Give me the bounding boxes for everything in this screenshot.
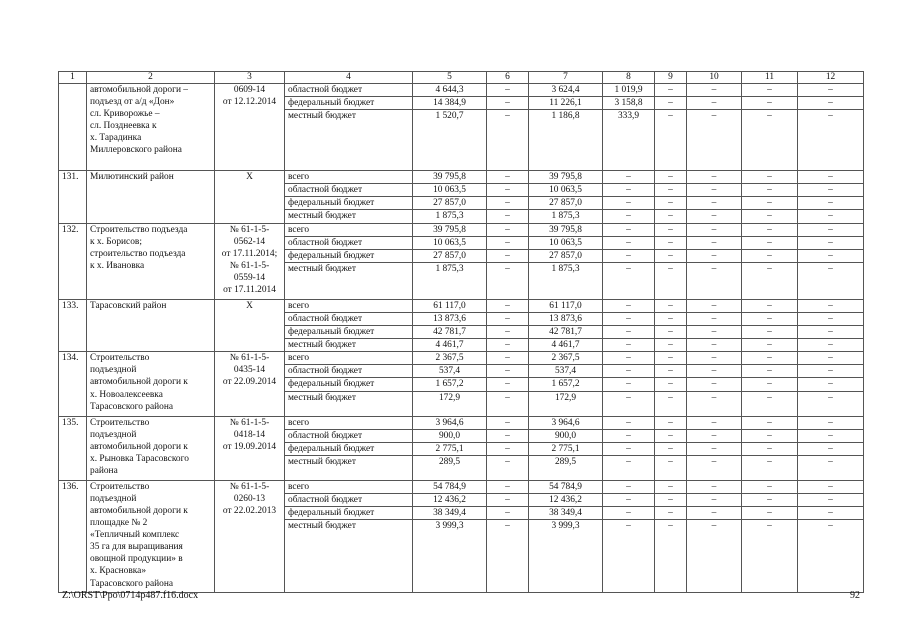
column-number: 8 [603, 72, 655, 84]
amount-cell: – [603, 480, 655, 493]
amount-cell: – [798, 455, 864, 480]
amount-cell: – [487, 197, 529, 210]
amount-cell: 54 784,9 [529, 480, 603, 493]
amount-cell: 27 857,0 [529, 249, 603, 262]
amount-cell: 4 644,3 [413, 84, 487, 97]
amount-cell: – [687, 326, 742, 339]
column-number: 5 [413, 72, 487, 84]
page-number: 92 [850, 590, 860, 601]
footer-file-path: Z:\ORST\Ppo\0714p487.f16.docx [62, 590, 199, 601]
amount-cell: – [487, 299, 529, 312]
amount-cell: 13 873,6 [413, 312, 487, 325]
amount-cell: – [655, 197, 687, 210]
amount-cell: – [603, 223, 655, 236]
amount-cell: 1 019,9 [603, 84, 655, 97]
amount-cell: – [687, 352, 742, 365]
amount-cell: – [687, 236, 742, 249]
amount-cell: – [603, 210, 655, 223]
amount-cell: – [603, 326, 655, 339]
amount-cell: 38 349,4 [529, 506, 603, 519]
amount-cell: – [798, 210, 864, 223]
row-number: 133. [59, 299, 87, 351]
funding-source: всего [285, 223, 413, 236]
row-number [59, 84, 87, 171]
amount-cell: – [655, 299, 687, 312]
amount-cell: – [603, 365, 655, 378]
amount-cell: – [603, 236, 655, 249]
amount-cell: – [687, 184, 742, 197]
object-name: Строительство подъездной автомобильной дороги к х. Новоалексеевка Тарасовского района [87, 352, 215, 416]
column-number: 4 [285, 72, 413, 84]
document-reference: № 61-1-5- 0260-13 от 22.02.2013 [215, 480, 285, 592]
row-number: 132. [59, 223, 87, 299]
document-reference: 0609-14 от 12.12.2014 [215, 84, 285, 171]
object-name: Строительство подъездной автомобильной дороги к площадке № 2 «Тепличный комплекс 35 га для выращивания овощной продукции» в х. Красновка» Тарасовского района [87, 480, 215, 592]
amount-cell: 39 795,8 [529, 223, 603, 236]
amount-cell: – [487, 480, 529, 493]
funding-source: областной бюджет [285, 429, 413, 442]
amount-cell: 2 367,5 [529, 352, 603, 365]
amount-cell: – [687, 455, 742, 480]
amount-cell: 10 063,5 [413, 236, 487, 249]
amount-cell: – [742, 365, 798, 378]
amount-cell: – [742, 520, 798, 593]
amount-cell: – [487, 365, 529, 378]
column-number: 1 [59, 72, 87, 84]
amount-cell: 10 063,5 [529, 184, 603, 197]
amount-cell: – [655, 262, 687, 299]
funding-source: местный бюджет [285, 520, 413, 593]
amount-cell: – [603, 520, 655, 593]
amount-cell: – [798, 352, 864, 365]
amount-cell: – [742, 110, 798, 171]
funding-source: всего [285, 352, 413, 365]
amount-cell: – [798, 480, 864, 493]
column-number: 7 [529, 72, 603, 84]
amount-cell: – [655, 236, 687, 249]
amount-cell: – [687, 312, 742, 325]
amount-cell: 172,9 [529, 391, 603, 416]
row-number: 135. [59, 416, 87, 480]
amount-cell: – [487, 236, 529, 249]
amount-cell: – [655, 391, 687, 416]
amount-cell: – [798, 184, 864, 197]
amount-cell: 38 349,4 [413, 506, 487, 519]
amount-cell: – [742, 171, 798, 184]
amount-cell: – [487, 442, 529, 455]
amount-cell: – [742, 84, 798, 97]
amount-cell: 1 657,2 [413, 378, 487, 391]
amount-cell: – [742, 416, 798, 429]
amount-cell: – [603, 249, 655, 262]
amount-cell: – [687, 84, 742, 97]
amount-cell: – [603, 339, 655, 352]
amount-cell: 10 063,5 [529, 236, 603, 249]
amount-cell: – [742, 97, 798, 110]
amount-cell: – [798, 84, 864, 97]
document-reference: № 61-1-5- 0435-14 от 22.09.2014 [215, 352, 285, 416]
table-row [59, 223, 864, 236]
amount-cell: – [742, 429, 798, 442]
amount-cell: – [655, 506, 687, 519]
table-row [59, 352, 864, 365]
amount-cell: – [687, 97, 742, 110]
funding-source: областной бюджет [285, 493, 413, 506]
amount-cell: – [655, 339, 687, 352]
table-row [59, 84, 864, 97]
amount-cell: – [655, 365, 687, 378]
document-reference: № 61-1-5- 0418-14 от 19.09.2014 [215, 416, 285, 480]
amount-cell: – [742, 312, 798, 325]
amount-cell: – [687, 299, 742, 312]
amount-cell: 1 875,3 [413, 262, 487, 299]
document-reference: Х [215, 171, 285, 223]
amount-cell: – [655, 416, 687, 429]
amount-cell: – [603, 506, 655, 519]
object-name: Тарасовский район [87, 299, 215, 351]
amount-cell: 3 964,6 [413, 416, 487, 429]
amount-cell: – [687, 223, 742, 236]
funding-source: областной бюджет [285, 365, 413, 378]
amount-cell: 172,9 [413, 391, 487, 416]
amount-cell: – [603, 197, 655, 210]
document-reference: Х [215, 299, 285, 351]
amount-cell: – [798, 197, 864, 210]
column-number: 2 [87, 72, 215, 84]
table-row [59, 480, 864, 493]
funding-source: местный бюджет [285, 391, 413, 416]
amount-cell: 42 781,7 [529, 326, 603, 339]
budget-table [58, 71, 864, 593]
amount-cell: 14 384,9 [413, 97, 487, 110]
amount-cell: 27 857,0 [529, 197, 603, 210]
amount-cell: 39 795,8 [529, 171, 603, 184]
amount-cell: – [487, 249, 529, 262]
amount-cell: 1 186,8 [529, 110, 603, 171]
amount-cell: 2 367,5 [413, 352, 487, 365]
amount-cell: 1 657,2 [529, 378, 603, 391]
column-number: 3 [215, 72, 285, 84]
amount-cell: 1 875,3 [529, 210, 603, 223]
amount-cell: – [655, 480, 687, 493]
amount-cell: – [687, 197, 742, 210]
amount-cell: – [655, 520, 687, 593]
amount-cell: 39 795,8 [413, 171, 487, 184]
amount-cell: – [655, 171, 687, 184]
funding-source: местный бюджет [285, 110, 413, 171]
funding-source: всего [285, 416, 413, 429]
amount-cell: – [487, 262, 529, 299]
amount-cell: – [687, 493, 742, 506]
amount-cell: – [798, 110, 864, 171]
amount-cell: – [655, 326, 687, 339]
funding-source: федеральный бюджет [285, 378, 413, 391]
amount-cell: – [742, 391, 798, 416]
funding-source: всего [285, 171, 413, 184]
amount-cell: – [798, 442, 864, 455]
funding-source: областной бюджет [285, 236, 413, 249]
amount-cell: – [798, 429, 864, 442]
amount-cell: – [798, 299, 864, 312]
amount-cell: 289,5 [529, 455, 603, 480]
amount-cell: – [487, 223, 529, 236]
amount-cell: 1 520,7 [413, 110, 487, 171]
amount-cell: – [487, 210, 529, 223]
amount-cell: – [687, 262, 742, 299]
amount-cell: – [655, 210, 687, 223]
column-number: 11 [742, 72, 798, 84]
amount-cell: – [687, 520, 742, 593]
amount-cell: 3 624,4 [529, 84, 603, 97]
amount-cell: – [687, 249, 742, 262]
amount-cell: – [655, 110, 687, 171]
amount-cell: – [487, 312, 529, 325]
amount-cell: – [487, 493, 529, 506]
amount-cell: – [798, 249, 864, 262]
amount-cell: – [742, 210, 798, 223]
amount-cell: – [487, 352, 529, 365]
amount-cell: 54 784,9 [413, 480, 487, 493]
amount-cell: – [603, 312, 655, 325]
amount-cell: – [742, 326, 798, 339]
amount-cell: – [655, 223, 687, 236]
amount-cell: – [742, 352, 798, 365]
amount-cell: – [655, 184, 687, 197]
funding-source: местный бюджет [285, 339, 413, 352]
amount-cell: 10 063,5 [413, 184, 487, 197]
amount-cell: – [603, 378, 655, 391]
amount-cell: – [603, 429, 655, 442]
amount-cell: – [603, 299, 655, 312]
amount-cell: – [742, 236, 798, 249]
amount-cell: 3 999,3 [529, 520, 603, 593]
amount-cell: 2 775,1 [529, 442, 603, 455]
funding-source: местный бюджет [285, 262, 413, 299]
amount-cell: – [655, 442, 687, 455]
amount-cell: – [487, 339, 529, 352]
amount-cell: – [487, 391, 529, 416]
amount-cell: 1 875,3 [529, 262, 603, 299]
amount-cell: 3 999,3 [413, 520, 487, 593]
funding-source: федеральный бюджет [285, 197, 413, 210]
amount-cell: – [742, 480, 798, 493]
amount-cell: – [742, 299, 798, 312]
amount-cell: – [742, 262, 798, 299]
amount-cell: 4 461,7 [529, 339, 603, 352]
amount-cell: 61 117,0 [529, 299, 603, 312]
funding-source: всего [285, 299, 413, 312]
funding-source: местный бюджет [285, 210, 413, 223]
amount-cell: 3 964,6 [529, 416, 603, 429]
funding-source: всего [285, 480, 413, 493]
amount-cell: – [687, 480, 742, 493]
amount-cell: – [742, 197, 798, 210]
amount-cell: – [798, 378, 864, 391]
amount-cell: – [687, 210, 742, 223]
funding-source: областной бюджет [285, 184, 413, 197]
amount-cell: – [687, 416, 742, 429]
amount-cell: – [798, 223, 864, 236]
amount-cell: – [742, 249, 798, 262]
amount-cell: – [687, 442, 742, 455]
amount-cell: – [798, 339, 864, 352]
amount-cell: – [487, 184, 529, 197]
table-row [59, 299, 864, 312]
amount-cell: – [655, 97, 687, 110]
amount-cell: 900,0 [529, 429, 603, 442]
amount-cell: – [487, 520, 529, 593]
funding-source: федеральный бюджет [285, 326, 413, 339]
column-number: 12 [798, 72, 864, 84]
object-name: Строительство подъездной автомобильной дороги к х. Рыновка Тарасовского района [87, 416, 215, 480]
amount-cell: – [655, 249, 687, 262]
funding-source: федеральный бюджет [285, 506, 413, 519]
amount-cell: – [603, 262, 655, 299]
amount-cell: – [798, 416, 864, 429]
amount-cell: 11 226,1 [529, 97, 603, 110]
column-number-row [59, 72, 864, 84]
amount-cell: – [603, 352, 655, 365]
amount-cell: 537,4 [413, 365, 487, 378]
row-number: 131. [59, 171, 87, 223]
amount-cell: – [487, 97, 529, 110]
object-name: автомобильной дороги – подъезд от а/д «Дон» сл. Криворожье – сл. Позднеевка к х. Тарадинка Миллеровского района [87, 84, 215, 171]
amount-cell: – [687, 429, 742, 442]
amount-cell: – [798, 97, 864, 110]
amount-cell: 27 857,0 [413, 197, 487, 210]
amount-cell: 2 775,1 [413, 442, 487, 455]
amount-cell: – [742, 223, 798, 236]
amount-cell: – [487, 416, 529, 429]
amount-cell: – [655, 378, 687, 391]
amount-cell: – [687, 378, 742, 391]
amount-cell: 12 436,2 [413, 493, 487, 506]
amount-cell: 1 875,3 [413, 210, 487, 223]
funding-source: федеральный бюджет [285, 442, 413, 455]
amount-cell: – [742, 378, 798, 391]
amount-cell: 3 158,8 [603, 97, 655, 110]
amount-cell: – [655, 455, 687, 480]
funding-source: федеральный бюджет [285, 249, 413, 262]
amount-cell: – [487, 171, 529, 184]
amount-cell: – [603, 184, 655, 197]
amount-cell: – [603, 455, 655, 480]
amount-cell: 13 873,6 [529, 312, 603, 325]
amount-cell: – [603, 171, 655, 184]
amount-cell: – [687, 506, 742, 519]
amount-cell: – [655, 352, 687, 365]
amount-cell: – [603, 493, 655, 506]
amount-cell: – [742, 184, 798, 197]
amount-cell: – [798, 326, 864, 339]
amount-cell: – [687, 365, 742, 378]
row-number: 136. [59, 480, 87, 592]
amount-cell: – [742, 455, 798, 480]
amount-cell: – [603, 391, 655, 416]
amount-cell: – [655, 312, 687, 325]
amount-cell: – [687, 339, 742, 352]
amount-cell: – [742, 442, 798, 455]
column-number: 9 [655, 72, 687, 84]
column-number: 6 [487, 72, 529, 84]
amount-cell: – [798, 506, 864, 519]
amount-cell: – [487, 455, 529, 480]
amount-cell: – [798, 262, 864, 299]
amount-cell: – [798, 493, 864, 506]
table-row [59, 416, 864, 429]
funding-source: федеральный бюджет [285, 97, 413, 110]
object-name: Милютинский район [87, 171, 215, 223]
amount-cell: – [798, 391, 864, 416]
funding-source: областной бюджет [285, 312, 413, 325]
column-number: 10 [687, 72, 742, 84]
amount-cell: – [798, 520, 864, 593]
amount-cell: – [798, 365, 864, 378]
amount-cell: 4 461,7 [413, 339, 487, 352]
amount-cell: 61 117,0 [413, 299, 487, 312]
amount-cell: – [742, 493, 798, 506]
amount-cell: – [687, 171, 742, 184]
amount-cell: – [487, 506, 529, 519]
amount-cell: – [603, 416, 655, 429]
amount-cell: 12 436,2 [529, 493, 603, 506]
amount-cell: – [798, 236, 864, 249]
amount-cell: – [603, 442, 655, 455]
amount-cell: 333,9 [603, 110, 655, 171]
amount-cell: 39 795,8 [413, 223, 487, 236]
amount-cell: 289,5 [413, 455, 487, 480]
amount-cell: – [487, 326, 529, 339]
amount-cell: – [687, 391, 742, 416]
amount-cell: – [687, 110, 742, 171]
amount-cell: – [487, 429, 529, 442]
funding-source: местный бюджет [285, 455, 413, 480]
amount-cell: – [487, 378, 529, 391]
amount-cell: – [742, 339, 798, 352]
table-row [59, 171, 864, 184]
amount-cell: 27 857,0 [413, 249, 487, 262]
document-reference: № 61-1-5- 0562-14 от 17.11.2014; № 61-1-5- 0559-14 от 17.11.2014 [215, 223, 285, 299]
amount-cell: – [487, 110, 529, 171]
funding-source: областной бюджет [285, 84, 413, 97]
amount-cell: – [487, 84, 529, 97]
object-name: Строительство подъезда к х. Борисов; строительство подъезда к х. Ивановка [87, 223, 215, 299]
amount-cell: – [742, 506, 798, 519]
amount-cell: – [798, 171, 864, 184]
amount-cell: 42 781,7 [413, 326, 487, 339]
amount-cell: – [655, 429, 687, 442]
amount-cell: – [655, 84, 687, 97]
amount-cell: – [655, 493, 687, 506]
amount-cell: 900,0 [413, 429, 487, 442]
amount-cell: 537,4 [529, 365, 603, 378]
row-number: 134. [59, 352, 87, 416]
amount-cell: – [798, 312, 864, 325]
